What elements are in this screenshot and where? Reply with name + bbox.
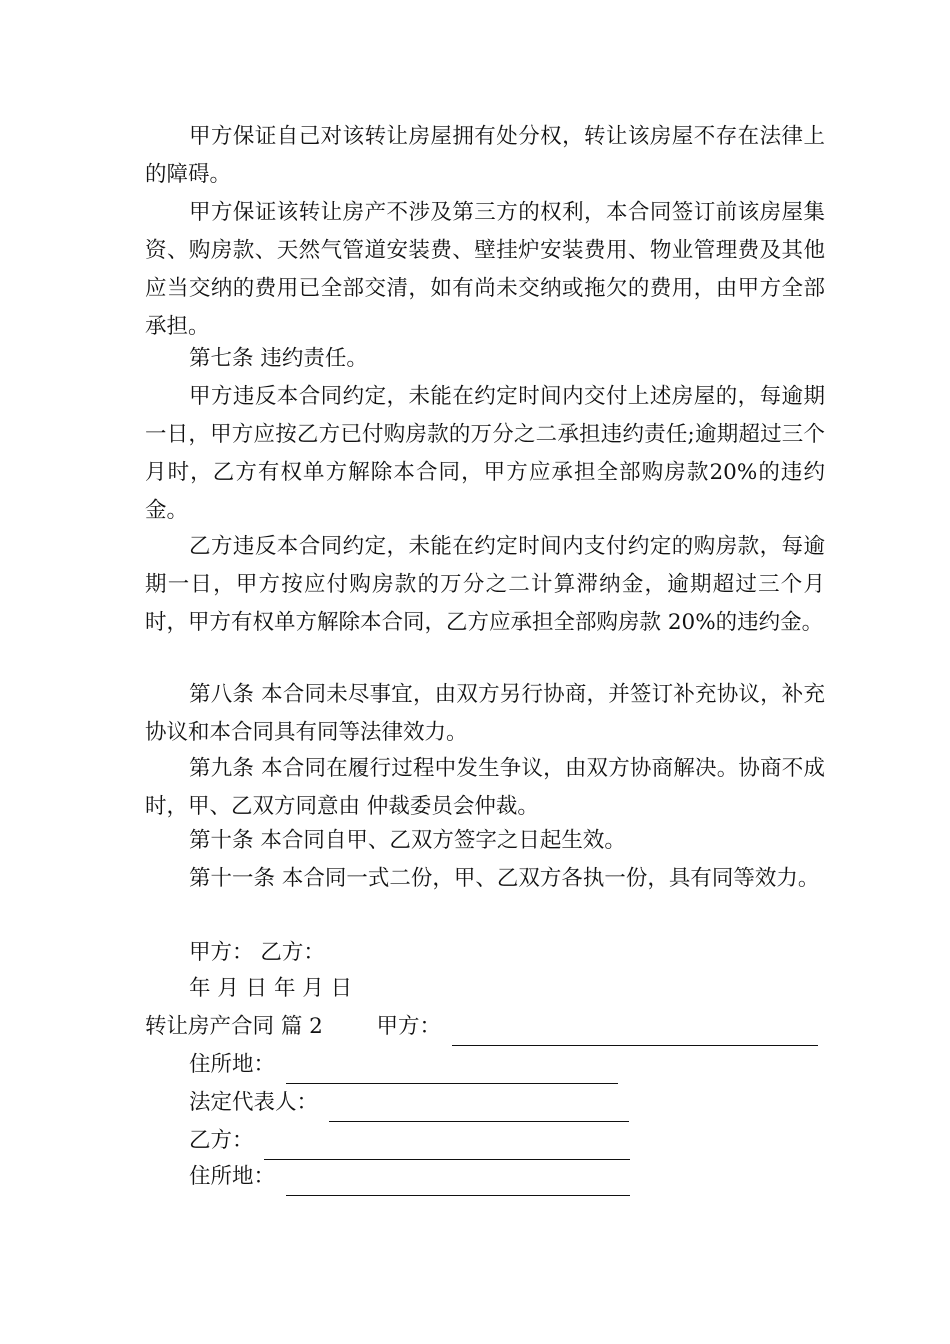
signature-line: 甲方： 乙方：	[189, 940, 325, 965]
article-8: 第八条 本合同未尽事宜，由双方另行协商，并签订补充协议，补充协议和本合同具有同等法律效力。	[145, 682, 825, 745]
paragraph-1: 甲方保证自己对该转让房屋拥有处分权，转让该房屋不存在法律上的障碍。	[145, 124, 825, 187]
contract-2-header	[145, 1008, 818, 1046]
address-blank-2[interactable]	[286, 1169, 630, 1196]
article-10: 第十条 本合同自甲、乙双方签字之日起生效。	[189, 828, 626, 853]
address-blank-1[interactable]	[286, 1057, 618, 1084]
party-b-field	[189, 1122, 630, 1160]
contract-2-party-a-label: 甲方：	[376, 1014, 442, 1039]
address-label-1: 住所地：	[189, 1052, 276, 1077]
address-label-2: 住所地：	[189, 1164, 276, 1189]
article-11: 第十一条 本合同一式二份，甲、乙双方各执一份，具有同等效力。	[189, 866, 820, 891]
date-line: 年 月 日 年 月 日	[189, 976, 353, 1001]
legal-rep-label: 法定代表人：	[189, 1090, 319, 1115]
paragraph-party-a-breach: 甲方违反本合同约定，未能在约定时间内交付上述房屋的，每逾期一日，甲方应按乙方已付购房款的万分之二承担违约责任;逾期超过三个月时，乙方有权单方解除本合同，甲方应承担全部购房款20%的违约金。	[145, 384, 825, 523]
article-9: 第九条 本合同在履行过程中发生争议，由双方协商解决。协商不成时，甲、乙双方同意由 仲裁委员会仲裁。	[145, 756, 825, 819]
contract-2-title: 转让房产合同 篇 2	[145, 1014, 323, 1039]
legal-rep-field	[189, 1084, 629, 1122]
paragraph-2: 甲方保证该转让房产不涉及第三方的权利，本合同签订前该房屋集资、购房款、天然气管道安装费、壁挂炉安装费用、物业管理费及其他应当交纳的费用已全部交清，如有尚未交纳或拖欠的费用，由甲方全部承担。	[145, 200, 825, 339]
party-b-blank[interactable]	[264, 1133, 630, 1160]
legal-rep-blank[interactable]	[329, 1095, 629, 1122]
address-field-2	[189, 1158, 630, 1196]
party-a-blank[interactable]	[452, 1019, 818, 1046]
paragraph-party-b-breach: 乙方违反本合同约定，未能在约定时间内支付约定的购房款，每逾期一日，甲方按应付购房款的万分之二计算滞纳金，逾期超过三个月时，甲方有权单方解除本合同，乙方应承担全部购房款 20%的违约金。	[145, 534, 825, 635]
party-b-label: 乙方：	[189, 1128, 254, 1153]
address-field-1	[189, 1046, 618, 1084]
article-7-heading: 第七条 违约责任。	[189, 346, 368, 371]
